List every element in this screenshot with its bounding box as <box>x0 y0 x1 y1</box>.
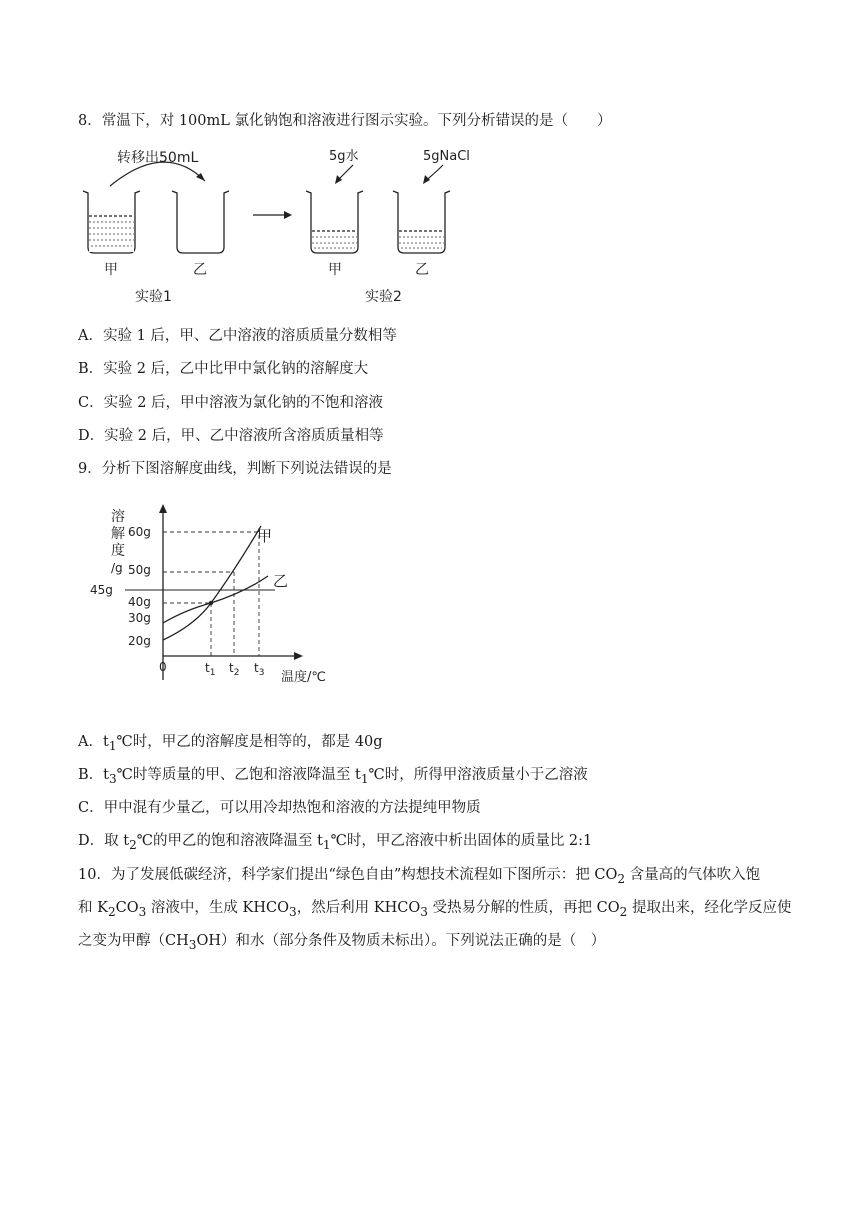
x-axis-arrow <box>294 652 303 660</box>
xtick-t3: $t_3$ <box>254 661 265 678</box>
ylabel-char-3: 度 <box>111 543 125 559</box>
curve-yi <box>163 576 268 623</box>
beaker-yi-exp2 <box>393 191 450 253</box>
label-jia-exp2: 甲 <box>328 262 342 278</box>
solubility-chart <box>85 500 355 695</box>
ytick-50: 50g <box>128 563 151 577</box>
ylabel-char-1: 溶 <box>111 509 125 525</box>
xtick-t1: $t_1$ <box>205 661 216 678</box>
q8-option-c: C．实验 2 后，甲中溶液为氯化钠的不饱和溶液 <box>78 395 384 411</box>
ytick-40: 40g <box>128 595 151 609</box>
beaker-yi-exp1 <box>172 191 229 253</box>
q8-option-a: A．实验 1 后，甲、乙中溶液的溶质质量分数相等 <box>78 328 397 344</box>
q9-option-d: D．取 $t_2℃$的甲乙的饱和溶液降温至 $t_1℃$时，甲乙溶液中析出固体的质量比 2:1 <box>78 833 593 852</box>
exp2-label: 实验2 <box>365 289 402 305</box>
nacl-label: 5gNaCl <box>423 149 470 164</box>
q9-stem: 9．分析下图溶解度曲线，判断下列说法错误的是 <box>78 461 392 477</box>
series-label-yi: 乙 <box>273 572 289 590</box>
series-label-jia: 甲 <box>257 527 273 545</box>
label-yi-exp1: 乙 <box>193 262 207 278</box>
label-yi-exp2: 乙 <box>415 262 429 278</box>
q10-line-2: 和 $K_2CO_3$ 溶液中，生成 $KHCO_3$，然后利用 $KHCO_3$ 受热易分解的性质，再把 $CO_2$ 提取出来，经化学反应使 <box>78 900 792 919</box>
curve-jia <box>163 526 261 640</box>
water-label: 5g水 <box>329 149 359 164</box>
beaker-jia-exp1 <box>83 191 140 253</box>
q9-option-c: C．甲中混有少量乙，可以用冷却热饱和溶液的方法提纯甲物质 <box>78 800 481 816</box>
y-axis-arrow <box>159 504 167 513</box>
xtick-0: 0 <box>159 660 167 674</box>
q10-line-3: 之变为甲醇$(CH_3OH)$和水（部分条件及物质未标出）。下列说法正确的是（ ） <box>78 933 606 952</box>
xtick-t2: $t_2$ <box>229 661 240 678</box>
xlabel: 温度/℃ <box>281 670 326 685</box>
q10-line-1: 10．为了发展低碳经济，科学家们提出“绿色自由”构想技术流程如下图所示：把 $CO_2$ 含量高的气体吹入饱 <box>78 867 761 886</box>
ylabel-char-2: 解 <box>111 526 125 542</box>
transfer-label: 转移出50mL <box>117 150 199 166</box>
exp1-label: 实验1 <box>135 289 172 305</box>
ytick-20: 20g <box>128 634 151 648</box>
ytick-45: 45g <box>90 583 113 597</box>
q9-option-a: A．$t_1℃$时，甲乙的溶解度是相等的，都是 40g <box>78 734 383 753</box>
beaker-jia-exp2 <box>306 191 363 253</box>
process-arrowhead <box>284 211 292 219</box>
q8-stem: 8．常温下，对 100mL 氯化钠饱和溶液进行图示实验。下列分析错误的是（ ） <box>78 113 612 129</box>
intersection-point <box>209 601 213 605</box>
ytick-60: 60g <box>128 525 151 539</box>
q8-option-d: D．实验 2 后，甲、乙中溶液所含溶质质量相等 <box>78 428 384 444</box>
ytick-30: 30g <box>128 611 151 625</box>
q8-option-b: B．实验 2 后，乙中比甲中氯化钠的溶解度大 <box>78 361 369 377</box>
nacl-arrowhead <box>423 175 430 184</box>
q9-option-b: B．$t_3℃$时等质量的甲、乙饱和溶液降温至 $t_1℃$时，所得甲溶液质量小于乙溶液 <box>78 767 588 786</box>
q8-figure <box>75 143 495 313</box>
ylabel-char-4: /g <box>111 561 123 575</box>
label-jia-exp1: 甲 <box>104 262 118 278</box>
